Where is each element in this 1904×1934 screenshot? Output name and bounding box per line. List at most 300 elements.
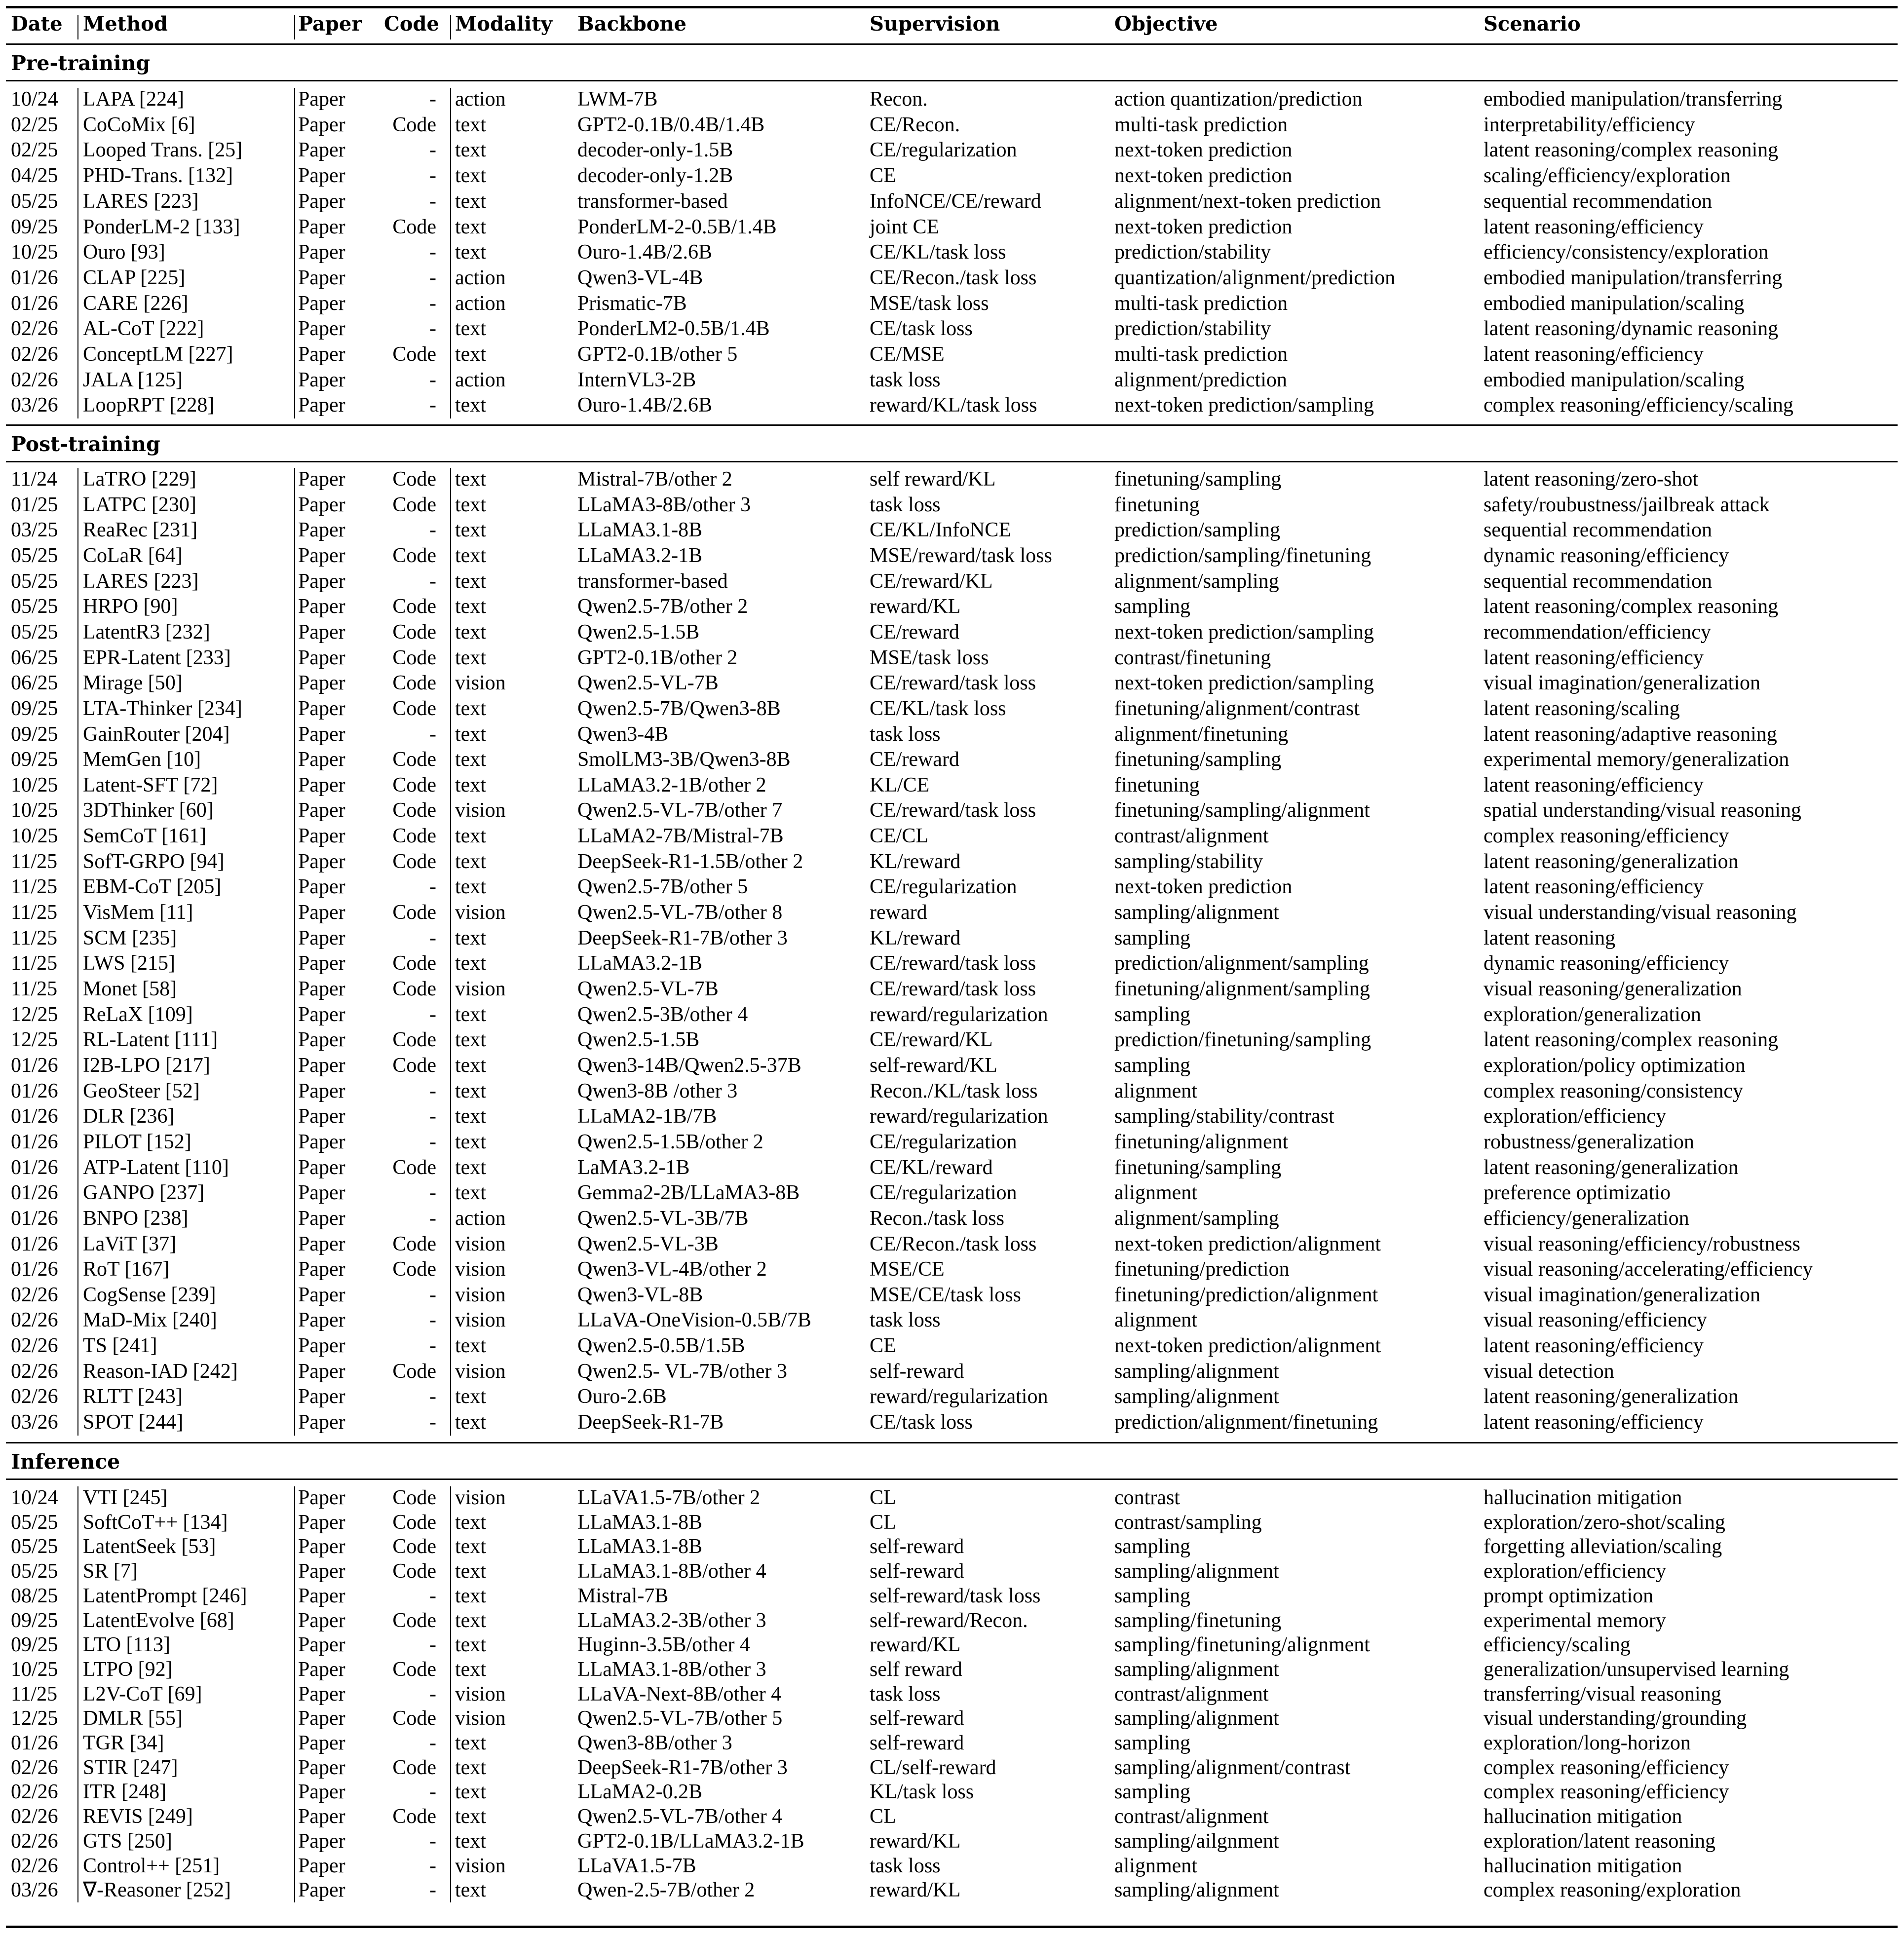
method: AL-CoT [222] [83,317,204,341]
supervision: reward [870,901,927,924]
paper-link[interactable]: Paper [298,266,345,289]
modality: text [455,215,486,238]
date: 01/25 [11,493,58,516]
backbone: Qwen2.5-VL-7B/other 7 [577,799,783,822]
backbone: LLaMA3.1-8B [577,1535,703,1558]
supervision: self-reward/Recon. [870,1609,1028,1632]
code-link[interactable]: Code [392,1658,436,1681]
scenario: spatial understanding/visual reasoning [1484,799,1801,822]
date: 04/25 [11,164,58,188]
backbone: Ouro-1.4B/2.6B [577,241,712,264]
table-row [0,1780,1904,1804]
table-row [0,569,1904,594]
method: MemGen [10] [83,748,201,771]
paper-link[interactable]: Paper [298,1732,345,1754]
paper-link[interactable]: Paper [298,1879,345,1902]
supervision: task loss [870,1854,941,1877]
backbone: LLaMA2-7B/Mistral-7B [577,825,784,848]
supervision: MSE/CE [870,1258,945,1281]
paper-link[interactable]: Paper [298,292,345,315]
method: RL-Latent [111] [83,1028,218,1052]
method: LTO [113] [83,1633,170,1657]
paper-link[interactable]: Paper [298,215,345,238]
method: Reason-IAD [242] [83,1360,238,1383]
supervision: Recon./KL/task loss [870,1079,1038,1102]
paper-link[interactable]: Paper [298,799,345,822]
scenario: latent reasoning/complex reasoning [1484,1028,1779,1052]
table-row [0,1657,1904,1682]
section-rule-top [6,424,1898,426]
method: REVIS [249] [83,1805,193,1828]
supervision: Recon./task loss [870,1207,1004,1230]
paper-link[interactable]: Paper [298,697,345,720]
code-link[interactable]: Code [392,620,436,644]
paper-link[interactable]: Paper [298,875,345,899]
paper-link[interactable]: Paper [298,850,345,873]
objective: next-token prediction/sampling [1114,620,1374,644]
objective: alignment/prediction [1114,368,1287,391]
paper-link[interactable]: Paper [298,519,345,542]
backbone: decoder-only-1.5B [577,139,733,162]
paper-link[interactable]: Paper [298,901,345,924]
method: Latent-SFT [72] [83,773,218,796]
paper-link[interactable]: Paper [298,978,345,1000]
code-link[interactable]: Code [392,773,436,796]
method: GainRouter [204] [83,722,230,746]
date: 02/26 [11,1385,58,1408]
paper-link[interactable]: Paper [298,1232,345,1255]
paper-link[interactable]: Paper [298,1054,345,1077]
code-link[interactable]: Code [392,748,436,771]
method: TGR [34] [83,1732,164,1754]
supervision: reward/regularization [870,1003,1048,1026]
modality: text [455,164,486,188]
modality: text [455,1584,486,1607]
code-link: - [429,1003,436,1026]
paper-link[interactable]: Paper [298,773,345,796]
code-link[interactable]: Code [392,901,436,924]
section-rule-top [6,43,1898,45]
date: 01/26 [11,1732,58,1754]
objective: sampling/alignment/contrast [1114,1756,1351,1779]
method: PonderLM-2 [133] [83,215,240,238]
table-row [0,87,1904,112]
paper-link[interactable]: Paper [298,1258,345,1281]
date: 12/25 [11,1028,58,1052]
supervision: CE/reward/task loss [870,978,1036,1000]
date: 11/25 [11,952,58,975]
paper-link[interactable]: Paper [298,1385,345,1408]
modality: action [455,266,506,289]
header-modality: Modality [455,12,552,36]
supervision: self reward [870,1658,962,1681]
backbone: transformer-based [577,190,728,213]
method: LatentR3 [232] [83,620,210,644]
code-link[interactable]: Code [392,595,436,618]
table-row [0,977,1904,1001]
table-row [0,874,1904,899]
objective: multi-task prediction [1114,113,1288,136]
modality: text [455,241,486,264]
paper-link[interactable]: Paper [298,493,345,516]
modality: text [455,1003,486,1026]
scenario: latent reasoning/efficiency [1484,1334,1704,1358]
backbone: LLaMA3.2-1B/other 2 [577,773,766,796]
objective: sampling/alignment [1114,1707,1279,1730]
code-link[interactable]: Code [392,1535,436,1558]
paper-link[interactable]: Paper [298,113,345,136]
paper-link[interactable]: Paper [298,1156,345,1179]
paper-link[interactable]: Paper [298,1781,345,1804]
supervision: CE/reward/task loss [870,952,1036,975]
paper-link[interactable]: Paper [298,317,345,341]
method: LARES [223] [83,569,199,593]
code-link: - [429,1309,436,1332]
modality: action [455,1207,506,1230]
divider-method [294,88,295,418]
modality: text [455,544,486,567]
code-link[interactable]: Code [392,1156,436,1179]
objective: contrast/alignment [1114,1682,1269,1706]
objective: sampling [1114,595,1190,618]
objective: sampling/finetuning/alignment [1114,1633,1370,1657]
paper-link[interactable]: Paper [298,1360,345,1383]
date: 10/24 [11,88,58,111]
supervision: reward/regularization [870,1105,1048,1128]
table-row [0,900,1904,925]
paper-link[interactable]: Paper [298,1609,345,1632]
paper-link[interactable]: Paper [298,595,345,618]
method: LTPO [92] [83,1658,173,1681]
paper-link[interactable]: Paper [298,1854,345,1877]
supervision: reward/KL [870,595,961,618]
scenario: interpretability/efficiency [1484,113,1695,136]
objective: sampling [1114,1781,1190,1804]
paper-link[interactable]: Paper [298,825,345,848]
code-link[interactable]: Code [392,1707,436,1730]
method: VisMem [11] [83,901,193,924]
objective: contrast/sampling [1114,1511,1262,1534]
method: Control++ [251] [83,1854,220,1877]
code-link[interactable]: Code [392,215,436,238]
scenario: exploration/long-horizon [1484,1732,1691,1754]
paper-link[interactable]: Paper [298,1105,345,1128]
modality: text [455,1732,486,1754]
method: LoopRPT [228] [83,394,215,417]
scenario: hallucination mitigation [1484,1854,1682,1877]
objective: prediction/stability [1114,317,1271,341]
modality: vision [455,1258,506,1281]
modality: text [455,1756,486,1779]
scenario: efficiency/scaling [1484,1633,1631,1657]
scenario: visual imagination/generalization [1484,1283,1760,1306]
supervision: InfoNCE/CE/reward [870,190,1041,213]
paper-link[interactable]: Paper [298,1805,345,1828]
paper-link[interactable]: Paper [298,748,345,771]
code-link[interactable]: Code [392,825,436,848]
paper-link[interactable]: Paper [298,1682,345,1706]
scenario: latent reasoning [1484,926,1616,949]
modality: text [455,1334,486,1358]
paper-link[interactable]: Paper [298,1486,345,1509]
modality: text [455,468,486,491]
scenario: prompt optimization [1484,1584,1654,1607]
scenario: exploration/zero-shot/scaling [1484,1511,1725,1534]
paper-link[interactable]: Paper [298,1079,345,1102]
paper-link[interactable]: Paper [298,88,345,111]
backbone: Qwen3-8B /other 3 [577,1079,738,1102]
code-link[interactable]: Code [392,799,436,822]
bottom-rule [6,1926,1898,1928]
backbone: Ouro-1.4B/2.6B [577,394,712,417]
modality: text [455,1658,486,1681]
objective: sampling [1114,1584,1190,1607]
code-link[interactable]: Code [392,1560,436,1583]
paper-link[interactable]: Paper [298,164,345,188]
objective: alignment [1114,1181,1197,1205]
paper-link[interactable]: Paper [298,1207,345,1230]
method: SoftCoT++ [134] [83,1511,228,1534]
objective: finetuning [1114,773,1200,796]
paper-link[interactable]: Paper [298,139,345,162]
objective: finetuning/sampling [1114,468,1282,491]
supervision: KL/reward [870,850,961,873]
date: 05/25 [11,1535,58,1558]
modality: vision [455,672,506,695]
scenario: sequential recommendation [1484,190,1713,213]
top-rule [6,6,1898,8]
modality: vision [455,799,506,822]
table-row [0,1308,1904,1332]
code-link[interactable]: Code [392,1054,436,1077]
modality: text [455,748,486,771]
date: 05/25 [11,544,58,567]
paper-link[interactable]: Paper [298,646,345,669]
backbone: LLaMA3.2-3B/other 3 [577,1609,766,1632]
code-link[interactable]: Code [392,544,436,567]
modality: text [455,343,486,366]
objective: sampling [1114,1535,1190,1558]
code-link[interactable]: Code [392,1258,436,1281]
paper-link[interactable]: Paper [298,569,345,593]
header-objective: Objective [1114,12,1218,36]
paper-link[interactable]: Paper [298,1411,345,1434]
modality: text [455,773,486,796]
method: SR [7] [83,1560,138,1583]
table-row [0,163,1904,188]
modality: text [455,1079,486,1102]
date: 09/25 [11,1633,58,1657]
scenario: efficiency/generalization [1484,1207,1689,1230]
paper-link[interactable]: Paper [298,952,345,975]
paper-link[interactable]: Paper [298,368,345,391]
objective: action quantization/prediction [1114,88,1363,111]
scenario: embodied manipulation/scaling [1484,368,1745,391]
header-divider-date [77,15,78,39]
method: LaViT [37] [83,1232,177,1255]
method: I2B-LPO [217] [83,1054,210,1077]
supervision: CE/reward/KL [870,1028,993,1052]
code-link[interactable]: Code [392,1360,436,1383]
backbone: LLaVA1.5-7B [577,1854,696,1877]
method: Ouro [93] [83,241,165,264]
header-code: Code [384,12,439,36]
paper-link[interactable]: Paper [298,1511,345,1534]
code-link[interactable]: Code [392,493,436,516]
code-link: - [429,164,436,188]
table-row [0,1804,1904,1829]
code-link[interactable]: Code [392,468,436,491]
table-row [0,671,1904,695]
paper-link[interactable]: Paper [298,1003,345,1026]
paper-link[interactable]: Paper [298,1584,345,1607]
scenario: latent reasoning/dynamic reasoning [1484,317,1779,341]
header-divider-method [294,15,295,39]
date: 09/25 [11,722,58,746]
table-row [0,1682,1904,1706]
code-link[interactable]: Code [392,978,436,1000]
paper-link[interactable]: Paper [298,1309,345,1332]
scenario: latent reasoning/zero-shot [1484,468,1699,491]
scenario: embodied manipulation/scaling [1484,292,1745,315]
paper-link[interactable]: Paper [298,241,345,264]
modality: text [455,317,486,341]
date: 11/25 [11,978,58,1000]
code-link: - [429,1781,436,1804]
paper-link[interactable]: Paper [298,190,345,213]
paper-link[interactable]: Paper [298,1633,345,1657]
paper-link[interactable]: Paper [298,1283,345,1306]
objective: contrast/finetuning [1114,646,1271,669]
date: 01/26 [11,1054,58,1077]
date: 02/26 [11,1309,58,1332]
paper-link[interactable]: Paper [298,544,345,567]
table-row [0,773,1904,797]
date: 05/25 [11,569,58,593]
backbone: LLaVA1.5-7B/other 2 [577,1486,761,1509]
code-link[interactable]: Code [392,1756,436,1779]
paper-link[interactable]: Paper [298,1658,345,1681]
backbone: Qwen3-14B/Qwen2.5-37B [577,1054,801,1077]
date: 02/26 [11,368,58,391]
divider-date [77,468,78,1436]
divider-method [294,468,295,1436]
paper-link[interactable]: Paper [298,1829,345,1853]
scenario: complex reasoning/consistency [1484,1079,1744,1102]
method: SemCoT [161] [83,825,207,848]
method: GTS [250] [83,1829,172,1853]
code-link[interactable]: Code [392,1609,436,1632]
code-link: - [429,1130,436,1153]
code-link[interactable]: Code [392,1028,436,1052]
paper-link[interactable]: Paper [298,468,345,491]
code-link[interactable]: Code [392,672,436,695]
modality: text [455,1105,486,1128]
supervision: KL/CE [870,773,930,796]
code-link[interactable]: Code [392,1232,436,1255]
paper-link[interactable]: Paper [298,1707,345,1730]
header-scenario: Scenario [1484,12,1581,36]
code-link: - [429,1854,436,1877]
method: RLTT [243] [83,1385,183,1408]
code-link[interactable]: Code [392,113,436,136]
method: LATPC [230] [83,493,196,516]
code-link: - [429,1732,436,1754]
code-link[interactable]: Code [392,850,436,873]
code-link[interactable]: Code [392,952,436,975]
method: LWS [215] [83,952,176,975]
paper-link[interactable]: Paper [298,620,345,644]
modality: text [455,1130,486,1153]
paper-link[interactable]: Paper [298,672,345,695]
code-link[interactable]: Code [392,1805,436,1828]
objective: finetuning [1114,493,1200,516]
code-link: - [429,1682,436,1706]
code-link[interactable]: Code [392,1486,436,1509]
code-link: - [429,1829,436,1853]
paper-link[interactable]: Paper [298,1028,345,1052]
date: 03/26 [11,1411,58,1434]
code-link[interactable]: Code [392,697,436,720]
date: 02/26 [11,1360,58,1383]
method: CLAP [225] [83,266,186,289]
scenario: robustness/generalization [1484,1130,1694,1153]
code-link: - [429,569,436,593]
paper-link[interactable]: Paper [298,926,345,949]
backbone: GPT2-0.1B/other 2 [577,646,738,669]
method: TS [241] [83,1334,157,1358]
paper-link[interactable]: Paper [298,1334,345,1358]
paper-link[interactable]: Paper [298,1130,345,1153]
table-row [0,1534,1904,1559]
objective: alignment [1114,1309,1197,1332]
code-link[interactable]: Code [392,1511,436,1534]
paper-link[interactable]: Paper [298,1535,345,1558]
scenario: latent reasoning/complex reasoning [1484,595,1779,618]
header-supervision: Supervision [870,12,1000,36]
section-rule-top [6,1442,1898,1443]
objective: next-token prediction [1114,139,1293,162]
paper-link[interactable]: Paper [298,394,345,417]
code-link[interactable]: Code [392,343,436,366]
objective: finetuning/sampling [1114,1156,1282,1179]
objective: alignment [1114,1854,1197,1877]
modality: text [455,493,486,516]
table-row [0,1079,1904,1103]
paper-link[interactable]: Paper [298,343,345,366]
scenario: visual reasoning/generalization [1484,978,1742,1000]
backbone: Qwen3-VL-8B [577,1283,703,1306]
date: 11/25 [11,926,58,949]
scenario: latent reasoning/efficiency [1484,646,1704,669]
method: PHD-Trans. [132] [83,164,233,188]
date: 01/26 [11,1156,58,1179]
supervision: task loss [870,368,941,391]
table-row [0,594,1904,619]
scenario: complex reasoning/efficiency [1484,825,1729,848]
supervision: self-reward [870,1360,964,1383]
paper-link[interactable]: Paper [298,722,345,746]
paper-link[interactable]: Paper [298,1756,345,1779]
scenario: visual detection [1484,1360,1614,1383]
objective: alignment/sampling [1114,569,1279,593]
paper-link[interactable]: Paper [298,1181,345,1205]
scenario: complex reasoning/exploration [1484,1879,1741,1902]
code-link[interactable]: Code [392,646,436,669]
method: DMLR [55] [83,1707,183,1730]
table-row [0,1731,1904,1755]
paper-link[interactable]: Paper [298,1560,345,1583]
